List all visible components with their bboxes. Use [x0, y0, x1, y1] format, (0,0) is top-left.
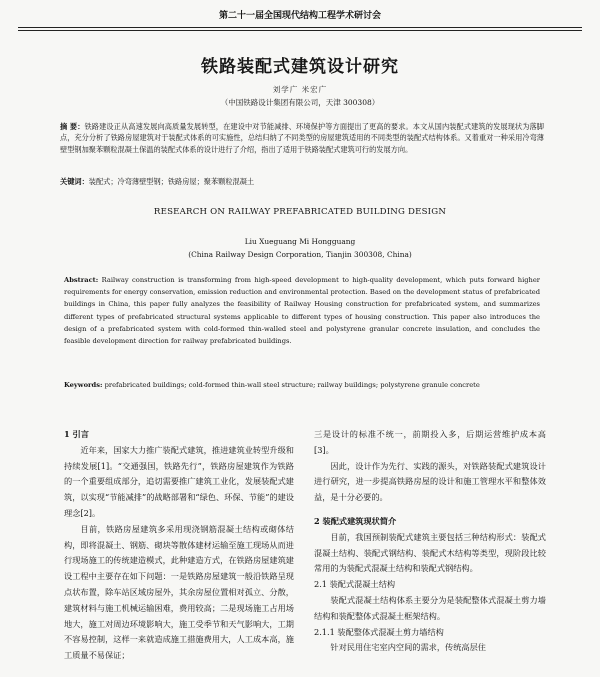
paragraph-2: 目前，铁路房屋建筑多采用现浇钢筋混凝土结构或砌体结构，即将混凝土、钢筋、砌块等散体建材运输至施工现场从而进行现场施工的传统建造模式，此种建造方式，在铁路房屋建筑建设工程中主要存在如下问题：一是铁路房屋建筑一般沿铁路呈现点状布置，除车站区域房屋外，其余房屋位置相对孤立、分散，建筑材料与施工机械运输困难，费用较高；二是现场施工占用场地大，施工对周边环境影响大，施工受季节和天气影响大，工期不容易控制，这样一来就造成施工措施费用大，人工成本高，施工质量不易保证；: [64, 523, 294, 661]
section-2-1-heading: 2.1 装配式混凝土结构: [314, 579, 396, 590]
header-rule-top: [18, 27, 582, 28]
abstract-en-label: Abstract:: [64, 276, 99, 284]
section-2-heading: 2 装配式建筑现状简介: [314, 515, 397, 526]
paper-title-cn: 铁路装配式建筑设计研究: [201, 57, 399, 77]
header-rule-bottom: [18, 30, 582, 31]
keywords-en-text: prefabricated buildings; cold-formed thin-wall steel structure; railway buildings; polystyrene granule concrete: [104, 381, 480, 389]
abstract-cn-label: 摘 要：: [60, 122, 85, 131]
body-column-right: [314, 427, 546, 656]
abstract-en-text: Railway construction is transforming from high-speed development to high-quality development, which puts forward higher requirements for energy conservation, emission reduction and environmental protection. Based on the development status of prefabricated buildings in China, this paper fully analyzes the feasibility of Railway Housing construction for prefabricated system, and summarizes different types of prefabricated structural systems applicable to different types of housing construction. This paper also introduces the design of a prefabricated system with cold-formed thin-walled steel and polystyrene granular concrete insulation, and concludes the feasible development direction for railway prefabricated buildings.: [64, 276, 540, 346]
running-header: 第二十一届全国现代结构工程学术研讨会: [218, 11, 381, 21]
paragraph-6: 装配式混凝土结构体系主要分为是装配整体式混凝土剪力墙结构和装配整体式混凝土框架结构。: [314, 594, 546, 621]
paper-title-en: RESEARCH ON RAILWAY PREFABRICATED BUILDING DESIGN: [153, 207, 447, 217]
keywords-en: [64, 379, 540, 391]
affiliation-en: (China Railway Design Corporation, Tianjin 300308, China): [188, 250, 412, 259]
paragraph-5: 目前，我国预制装配式建筑主要包括三种结构形式：装配式混凝土结构、装配式钢结构、装配式木结构等类型，现阶段比较常用的为装配式混凝土结构和装配式钢结构。: [314, 531, 546, 574]
abstract-cn-text: 铁路建设正从高速发展向高质量发展转型，在建设中对节能减排、环境保护等方面提出了更高的要求。本文从国内装配式建筑的发展现状为落脚点，充分分析了铁路房屋建筑对于装配式体系的可实施性，总结归纳了不同类型的房屋建筑适用的不同类型的装配式结构体系。又着重对一种采用冷弯薄壁型钢加聚苯颗粒混凝土保温的装配式体系的设计进行了介绍，指出了适用于铁路装配式建筑可行的发展方向。: [60, 122, 544, 154]
keywords-cn-label: 关键词：: [60, 177, 89, 186]
keywords-cn-text: 装配式；冷弯薄壁型钢；铁路房屋；聚苯颗粒混凝土: [88, 177, 255, 186]
abstract-en: [64, 274, 540, 347]
section-1-heading: 1 引言: [64, 429, 89, 439]
paragraph-1: 近年来，国家大力推广装配式建筑，推进建筑业转型升级和持续发展[1]。“交通强国，铁路先行”，铁路房屋建筑作为铁路的一个重要组成部分，追切需要推广建筑工业化，发展装配式建筑，以实现“节能减排”的战略部署和“绿色、环保、节能”的建设理念[2]。: [64, 444, 294, 518]
paragraph-7: 针对民用住宅室内空间的需求，传统高层住: [330, 642, 486, 653]
paragraph-3: 三是设计的标准不统一，前期投入多，后期运营维护成本高[3]。: [314, 429, 546, 455]
section-2-1-1-heading: 2.1.1 装配整体式混凝土剪力墙结构: [314, 626, 444, 637]
keywords-en-label: Keywords:: [64, 381, 103, 389]
paragraph-4: 因此，设计作为先行、实践的源头，对铁路装配式建筑设计进行研究，进一步提高铁路房屋的设计和施工管理水平和整体效益，是十分必要的。: [314, 460, 546, 503]
authors-en: Liu Xueguang Mi Hongguang: [244, 237, 356, 246]
authors-cn: 刘学广 米宏广: [272, 85, 328, 94]
body-column-left: [64, 427, 294, 664]
affiliation-cn: （中国铁路设计集团有限公司，天津 300308）: [220, 98, 380, 107]
abstract-cn: [60, 121, 544, 155]
keywords-cn: [60, 176, 544, 187]
